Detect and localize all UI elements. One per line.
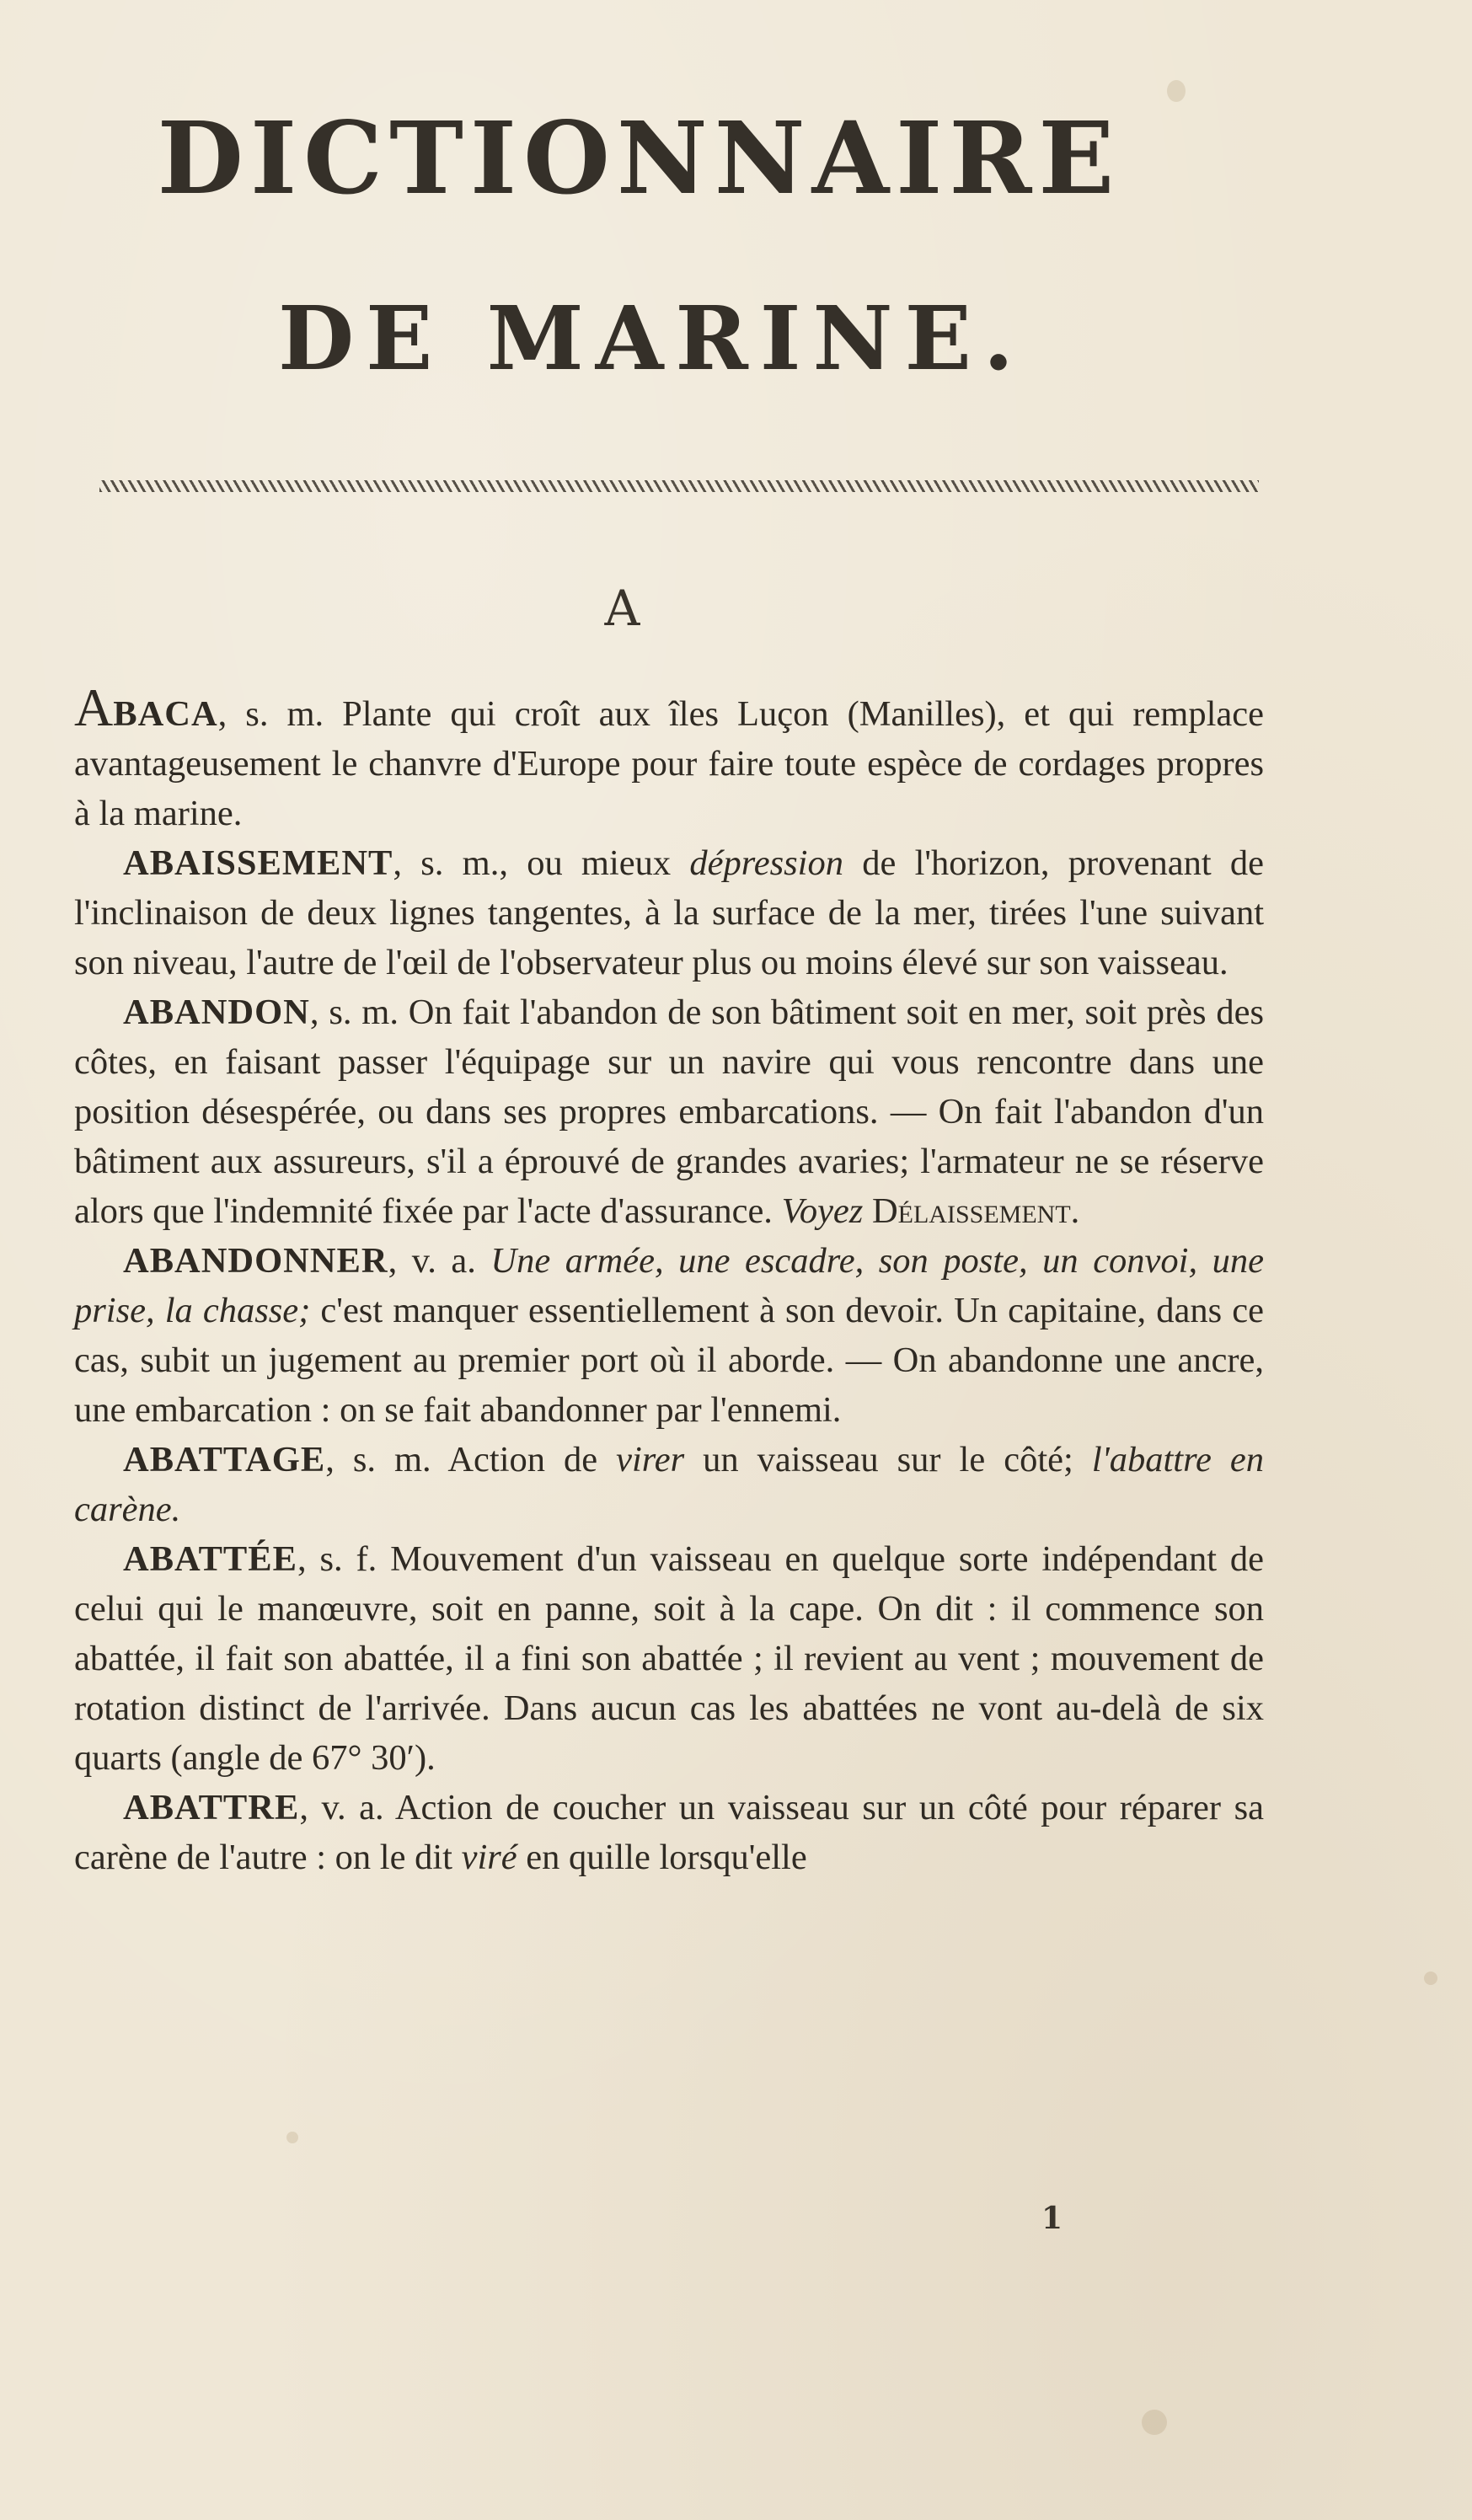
entry-italic-term: dépression — [689, 843, 843, 883]
dictionary-text — [74, 677, 1265, 1882]
entry-abattee — [74, 1534, 1264, 1783]
entry-definition: , s. m. Plante qui croît aux îles Luçon (Manilles), et qui remplace avantageusement le chanvre d'Europe pour faire toute espèce de cordages propres à la marine. — [74, 694, 1264, 833]
entry-definition: c'est manquer essentiellement à son devoir. Un capitaine, dans ce cas, subit un jugement au premier port où il aborde. — On abandonne une ancre, une embarcation : on se fait abandonner par l'ennemi. — [74, 1291, 1264, 1430]
entry-definition: , s. m. Action de — [325, 1440, 617, 1479]
page-subtitle: DE MARINE. — [277, 286, 1026, 390]
entry-italic-term: Une armée, une escadre, son poste, un convoi, une prise, la chasse; — [74, 1241, 1264, 1330]
section-letter: A — [604, 580, 640, 637]
paper-stain — [1142, 2410, 1167, 2435]
ornamental-rule — [99, 480, 1259, 492]
page-title: DICTIONNAIRE — [157, 99, 1121, 217]
paper-stain — [1424, 1972, 1437, 1985]
entry-headword: ABAISSEMENT — [123, 843, 393, 883]
initial-letter: A — [74, 677, 114, 737]
entry-headword: ABATTRE — [123, 1788, 300, 1827]
page-number: 1 — [1041, 2201, 1063, 2236]
entry-definition: , v. a. Action de coucher un vaisseau sur un côté pour réparer sa carène de l'autre : on le dit — [74, 1788, 1264, 1877]
entry-definition: de l'horizon, provenant de l'inclinaison de deux lignes tangentes, à la surface de la mer, tirées l'une suivant son niveau, l'autre de l'œil de l'observateur plus ou moins élevé sur son vaisseau. — [74, 843, 1264, 982]
entry-abattre — [74, 1783, 1264, 1882]
entry-abaca — [74, 677, 1264, 838]
entry-italic-term: l'abattre en carène. — [74, 1440, 1265, 1529]
paper-stain — [286, 2132, 298, 2143]
entry-abattage — [74, 1435, 1264, 1534]
entry-definition: , s. m., ou mieux — [393, 843, 690, 883]
cross-reference-label: Voyez — [781, 1191, 864, 1231]
entry-headword: ABATTAGE — [123, 1440, 326, 1479]
entry-definition: en quille lorsqu'elle — [517, 1838, 807, 1877]
entry-definition: , v. a. — [388, 1241, 491, 1281]
entry-italic-term: viré — [461, 1838, 517, 1877]
cross-reference: Délaissement. — [871, 1191, 1080, 1231]
entry-abaissement — [74, 838, 1264, 987]
entry-headword: ABATTÉE — [123, 1539, 297, 1579]
entry-italic-term: virer — [616, 1440, 685, 1479]
entry-abandonner — [74, 1236, 1264, 1435]
entry-definition: , s. m. On fait l'abandon de son bâtiment soit en mer, soit près des côtes, en faisant passer l'équipage sur un navire qui vous rencontre dans une position désespérée, ou dans ses propres embarcations. — On fait l'abandon d'un bâtiment aux assureurs, s'il a éprouvé de grandes avaries; l'armateur ne se réserve alors que l'indemnité fixée par l'acte d'assurance. — [74, 992, 1264, 1231]
entry-headword: ABANDON — [123, 992, 310, 1032]
entry-definition: , s. f. Mouvement d'un vaisseau en quelque sorte indépendant de celui qui le manœuvre, soit en panne, soit à la cape. On dit : il commence son abattée, il fait son abattée, il a fini son abattée ; il revient au vent ; mouvement de rotation distinct de l'arrivée. Dans aucun cas les abattées ne vont au-delà de six quarts (angle de 67° 30′). — [74, 1539, 1264, 1778]
entry-abandon — [74, 987, 1264, 1236]
entry-definition: un vaisseau sur le côté; — [684, 1440, 1092, 1479]
entry-headword: ABANDONNER — [123, 1241, 388, 1281]
entry-headword: BACA — [113, 694, 218, 734]
